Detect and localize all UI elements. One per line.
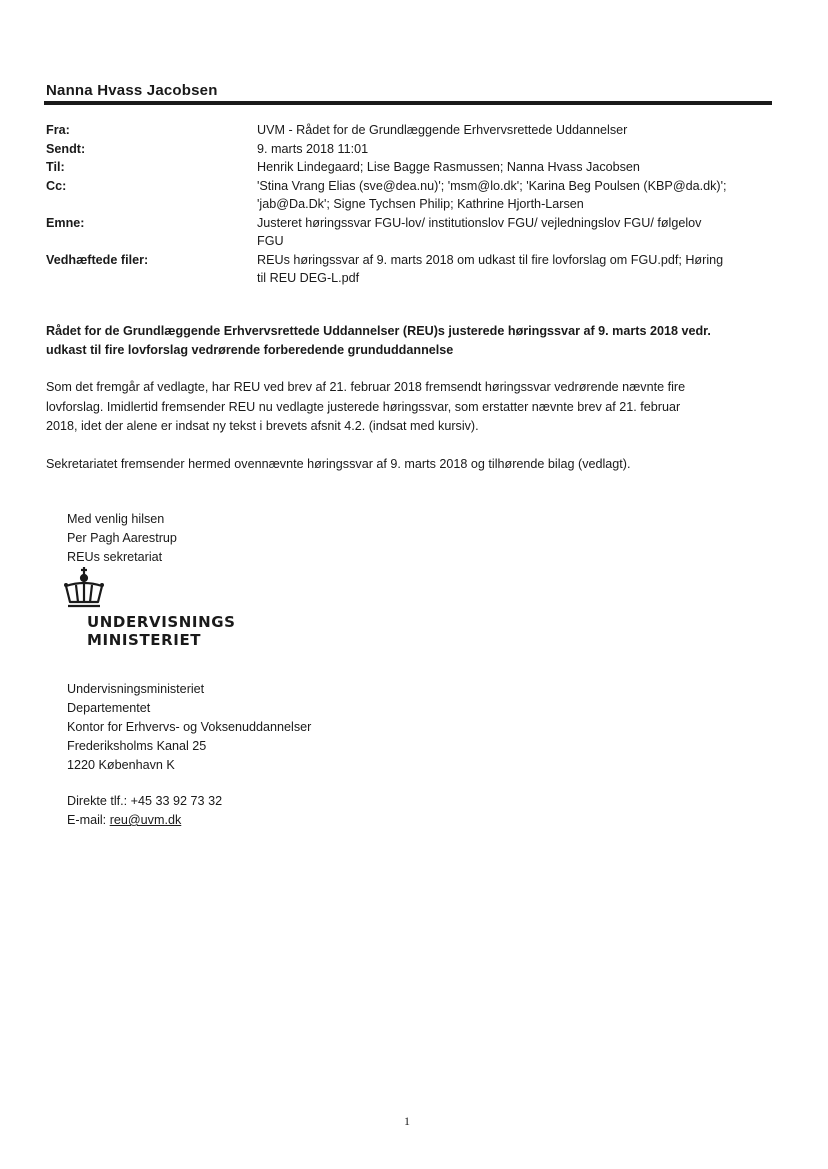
- ministry-logo-text: [87, 613, 236, 649]
- page-number: 1: [404, 1114, 410, 1128]
- from-value: UVM - Rådet for de Grundlæggende Erhvervsrettede Uddannelser: [257, 123, 628, 137]
- address-line-5: 1220 København K: [67, 758, 175, 772]
- subject-line-2: FGU: [257, 234, 284, 248]
- attachments-value: [257, 251, 767, 288]
- postal-address: [67, 680, 311, 775]
- meta-row-cc: [46, 177, 776, 214]
- attachments-line-2: til REU DEG-L.pdf: [257, 271, 360, 285]
- signature-unit: REUs sekretariat: [67, 550, 163, 564]
- body-heading-line-1: Rådet for de Grundlæggende Erhvervsrettede Uddannelser (REU)s justerede høringssvar af 9. marts 2018 vedr.: [46, 324, 711, 338]
- address-line-4: Frederiksholms Kanal 25: [67, 739, 207, 753]
- logo-line-1: UNDERVISNINGS: [87, 613, 236, 631]
- meta-row-from: [46, 121, 776, 140]
- body-paragraph-2: Sekretariatet fremsender hermed ovennævnte høringssvar af 9. marts 2018 og tilhørende bilag (vedlagt).: [46, 457, 631, 471]
- meta-row-subject: [46, 214, 776, 251]
- sent-value: 9. marts 2018 11:01: [257, 141, 369, 156]
- address-line-3: Kontor for Erhvervs- og Voksenuddannelser: [67, 720, 312, 734]
- to-value: Henrik Lindegaard; Lise Bagge Rasmussen; Nanna Hvass Jacobsen: [257, 160, 640, 174]
- address-line-1: Undervisningsministeriet: [67, 682, 205, 696]
- signature-block: [67, 510, 177, 567]
- email-metadata: [46, 121, 776, 288]
- body-paragraph-1: [46, 378, 776, 437]
- email-label: E-mail:: [67, 813, 110, 827]
- paragraph-1-line-1: Som det fremgår af vedlagte, har REU ved brev af 21. februar 2018 fremsendt høringssvar vedrørende nævnte fire: [46, 380, 686, 394]
- signature-name: Per Pagh Aarestrup: [67, 531, 177, 545]
- header-rule: [44, 101, 772, 105]
- cc-line-2: 'jab@Da.Dk'; Signe Tychsen Philip; Kathrine Hjorth-Larsen: [257, 197, 584, 211]
- paragraph-1-line-3: 2018, idet der alene er indsat ny tekst i brevets afsnit 4.2. (indsat med kursiv).: [46, 419, 479, 433]
- from-label: Fra:: [46, 123, 70, 137]
- subject-value: [257, 214, 767, 251]
- crown-icon: [62, 566, 106, 608]
- email-line: [67, 811, 222, 830]
- body-heading: [46, 322, 776, 360]
- sender-name: Nanna Hvass Jacobsen: [46, 82, 218, 99]
- subject-label: Emne:: [46, 215, 85, 230]
- cc-line-1: 'Stina Vrang Elias (sve@dea.nu)'; 'msm@lo.dk'; 'Karina Beg Poulsen (KBP@da.dk)';: [257, 178, 727, 193]
- contact-block: [67, 792, 222, 830]
- paragraph-1-line-2: lovforslag. Imidlertid fremsender REU nu vedlagte justerede høringssvar, som erstatter nævnte brev af 21. februar: [46, 399, 681, 414]
- attachments-label: Vedhæftede filer:: [46, 252, 149, 267]
- sent-label: Sendt:: [46, 141, 86, 156]
- meta-row-to: [46, 158, 776, 177]
- signature-greeting: Med venlig hilsen: [67, 512, 165, 526]
- subject-line-1: Justeret høringssvar FGU-lov/ institutionslov FGU/ vejledningslov FGU/ følgelov: [257, 215, 702, 230]
- attachments-line-1: REUs høringssvar af 9. marts 2018 om udkast til fire lovforslag om FGU.pdf; Høring: [257, 252, 724, 267]
- body-heading-line-2: udkast til fire lovforslag vedrørende forberedende grunduddannelse: [46, 343, 454, 357]
- meta-row-sent: [46, 140, 776, 159]
- address-line-2: Departementet: [67, 701, 151, 715]
- logo-line-2: MINISTERIET: [87, 631, 202, 649]
- phone-line: Direkte tlf.: +45 33 92 73 32: [67, 794, 223, 808]
- email-link[interactable]: reu@uvm.dk: [109, 813, 182, 827]
- meta-row-attachments: [46, 251, 776, 288]
- to-label: Til:: [46, 160, 65, 174]
- cc-label: Cc:: [46, 178, 67, 193]
- cc-value: [257, 177, 767, 214]
